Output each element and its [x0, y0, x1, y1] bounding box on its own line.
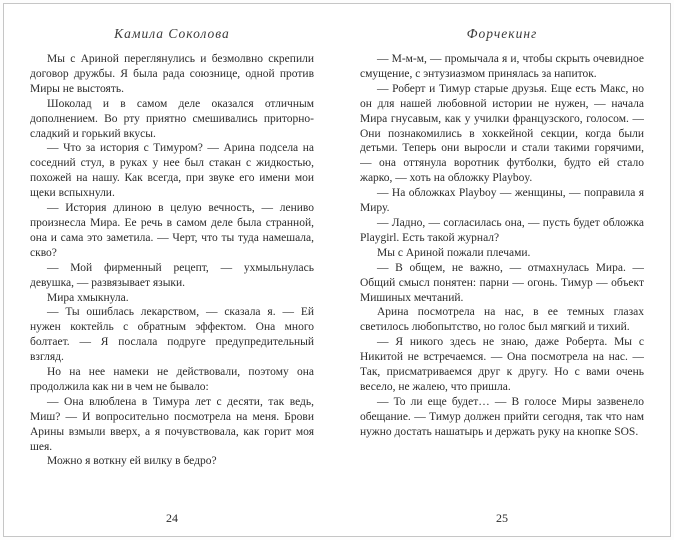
paragraph: Но на нее намеки не действовали, поэтому она продолжила как ни в чем не бывало: — [30, 366, 314, 393]
left-running-header: Камила Соколова — [114, 26, 230, 41]
paragraph: — Она влюблена в Тимура лет с десяти, так ведь, Миш? — И вопросительно посмотрела на меня. Брови Арины взмыли вверх, а я почувствовала, как горит моя шея. — [30, 395, 314, 453]
paragraph: Мы с Ариной пожали плечами. — [377, 246, 531, 259]
paragraph: — Мой фирменный рецепт, — ухмыльнулась девушка, — развязывает языки. — [30, 261, 314, 289]
paragraph: — Ты ошиблась лекарством, — сказала я. — Ей нужен коктейль с обратным эффектом. Она много болтает. — Я послала подруге предупредительный взгляд. — [30, 306, 314, 364]
paragraph: — М-м-м, — промычала я и, чтобы скрыть очевидное смущение, с энтузиазмом принялась за напиток. — [360, 53, 644, 80]
right-page-number: 25 — [496, 511, 508, 525]
paragraph: Арина посмотрела на нас, в ее темных глазах светилось любопытство, но голос был мягкий и тихий. — [360, 306, 644, 334]
paragraph: — Роберт и Тимур старые друзья. Еще есть Макс, но он для нашей любовной истории не нужен, — начала Мира гнусавым, как у училки французского, голосом. — Они познакомились в хоккейной секции, когда были детьми. Теперь они выросли и стали такими горячими, — она оттянула воротник футболки, будто ей стало жарко, — хоть на обложку Playboy. — [360, 82, 644, 185]
paragraph: — В общем, не важно, — отмахнулась Мира. — Общий смысл понятен: парни — огонь. Тимур — объект Мишиных мечтаний. — [360, 261, 644, 304]
paragraph: — Я никого здесь не знаю, даже Роберта. Мы с Никитой не встречаемся. — Она посмотрела на нас. — Так, присматриваемся друг к другу. Но с вами очень весело, не жалею, что пришла. — [360, 336, 644, 393]
paragraph: — Что за история с Тимуром? — Арина подсела на соседний стул, в руках у нее был стакан с жидкостью, похожей на нашу. Как всегда, при звуке его имени мои щеки вспыхнули. — [30, 142, 314, 200]
paragraph: — История длиною в целую вечность, — лениво произнесла Мира. Ее речь в самом деле была странной, она и сама это заметила. — Черт, что ты туда намешала, скво? — [30, 202, 314, 259]
book-viewer — [3, 3, 671, 537]
paragraph: Мира хмыкнула. — [47, 291, 129, 304]
left-page-number: 24 — [166, 511, 178, 525]
right-page-body — [360, 52, 644, 506]
right-running-header: Форчекинг — [466, 26, 538, 41]
paragraph: Мы с Ариной переглянулись и безмолвно скрепили договор дружбы. Я была рада союзнице, одной против Миры не выстоять. — [30, 53, 314, 95]
left-page-body — [30, 52, 314, 506]
right-page[interactable] — [360, 14, 644, 528]
paragraph: — То ли еще будет… — В голосе Миры зазвенело обещание. — Тимур должен прийти сегодня, так что нам нужно достать нашатырь и держать руку на кнопке SOS. — [360, 395, 644, 438]
paragraph: Можно я воткну ей вилку в бедро? — [47, 455, 217, 468]
page-spread — [4, 4, 670, 536]
paragraph: — На обложках Playboy — женщины, — поправила я Миру. — [360, 187, 644, 215]
paragraph: Шоколад и в самом деле оказался отличным дополнением. Во рту приятно смешивались приторно-сладкий и горький вкусы. — [30, 97, 314, 140]
paragraph: — Ладно, — согласилась она, — пусть будет обложка Playgirl. Есть такой журнал? — [360, 216, 644, 244]
left-page[interactable] — [30, 14, 314, 528]
